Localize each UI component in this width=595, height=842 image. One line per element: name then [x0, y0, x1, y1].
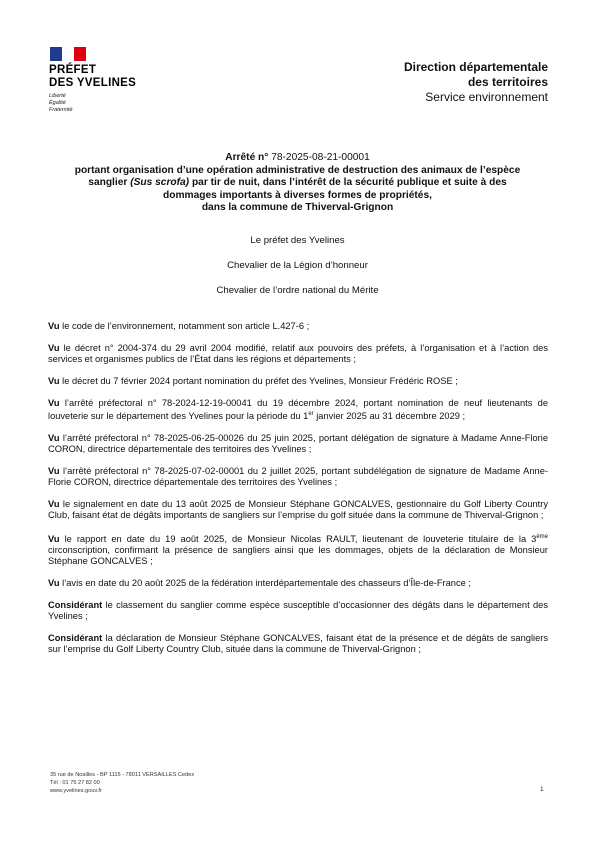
french-flag-icon: [50, 47, 86, 61]
visa-paragraph: [48, 578, 548, 589]
motto-egalite: Égalité: [49, 100, 66, 106]
visa-text: le code de l’environnement, notamment son article L.427-6 ;: [59, 321, 310, 331]
arrete-number: [40, 152, 555, 165]
page-number: 1: [540, 786, 544, 793]
direction-line1: Direction départementale: [403, 60, 548, 74]
considerant-lead: Considérant: [48, 599, 103, 610]
visa-superscript: ème: [536, 533, 548, 540]
visa-text: l’avis en date du 20 août 2025 de la fédération interdépartementale des chasseurs d’Île-de-France ;: [59, 577, 471, 588]
considerant-text: la déclaration de Monsieur Stéphane GONCALVES, faisant état de la présence et de dégâts de sangliers sur l’emprise du Golf Liberty Country Club, située dans la commune de Thiverval-Grignon ;: [48, 632, 548, 654]
visa-text: le rapport en date du 19 août 2025, de Monsieur Nicolas RAULT, lieutenant de louveterie titulaire de la 3: [59, 533, 537, 544]
subject-line-4: dans la commune de Thiverval-Grignon: [201, 202, 394, 213]
issuing-department: [404, 60, 548, 105]
visas-section: [48, 321, 548, 666]
arrete-label: Arrêté n°: [225, 152, 269, 163]
considerant-paragraph: [48, 600, 548, 622]
formula-ordre-merite: Chevalier de l’ordre national du Mérite: [216, 285, 379, 296]
visa-lead: Vu: [48, 342, 60, 353]
visa-lead: Vu: [48, 321, 60, 331]
subject-line-2-text: par tir de nuit, dans l’intérêt de la sécurité publique et suite à des: [191, 177, 507, 188]
visa-paragraph: [48, 398, 548, 423]
visa-text: le signalement en date du 13 août 2025 de Monsieur Stéphane GONCALVES, gestionnaire du Golf Liberty Country Club, faisant état de dégâts importants de sangliers sur l’emprise du golf située dans la commune de Thiverval-Grignon ;: [48, 498, 548, 520]
visa-paragraph: [48, 466, 548, 488]
direction-line2: des territoires: [467, 75, 548, 89]
service-name: Service environnement: [425, 90, 548, 104]
subject-line-1: portant organisation d’une opération administrative de destruction des animaux de l’espèce: [74, 164, 521, 176]
logo-line2: DES YVELINES: [49, 77, 137, 89]
visa-lead: Vu: [48, 465, 60, 476]
subject-species: sanglier: [88, 177, 128, 188]
visa-lead: Vu: [48, 498, 60, 509]
visa-text: le décret n° 2004-374 du 29 avril 2004 modifié, relatif aux pouvoirs des préfets, à l’organisation et à l’action des services et organismes publics de l’État dans les régions et départements ;: [48, 342, 548, 364]
visa-paragraph: [48, 532, 548, 568]
republic-motto: [49, 93, 136, 114]
footer-website[interactable]: www.yvelines.gouv.fr: [50, 788, 102, 794]
visa-text: l’arrêté préfectoral n° 78-2025-06-25-00026 du 25 juin 2025, portant délégation de signature à Madame Anne-Florie CORON, directrice départementale des territoires des Yvelines ;: [48, 432, 548, 454]
visa-paragraph: [48, 343, 548, 365]
visa-paragraph: [48, 433, 548, 455]
subject-line-2: [40, 177, 555, 190]
arrete-number-value: 78-2025-08-21-00001: [271, 152, 370, 163]
formula-prefet: Le préfet des Yvelines: [250, 235, 345, 246]
arrete-heading: [40, 152, 555, 215]
logo-title: [49, 64, 136, 90]
visa-lead: Vu: [48, 533, 60, 544]
considerant-text: le classement du sanglier comme espèce susceptible d’occasionner des dégâts dans le département des Yvelines ;: [48, 599, 548, 621]
footer-address: 35 rue de Noailles - BP 1115 - 78011 VERSAILLES Cedex: [50, 772, 195, 778]
visa-text-end: circonscription, confirmant la présence de sangliers ainsi que les dommages, objets de la déclaration de Monsieur Stéphane GONCALVES ;: [48, 544, 548, 567]
considerant-paragraph: [48, 633, 548, 655]
visa-text: le décret du 7 février 2024 portant nomination du préfet des Yvelines, Monsieur Frédéric ROSE ;: [59, 375, 458, 386]
considerant-lead: Considérant: [48, 632, 103, 643]
footer-phone: Tél : 01 75 27 82 00: [50, 780, 100, 786]
visa-lead: Vu: [48, 577, 60, 588]
subject-latin-name: (Sus scrofa): [130, 177, 190, 188]
visa-paragraph: [48, 376, 548, 387]
motto-liberte: Liberté: [49, 93, 66, 99]
page-footer: [50, 771, 194, 795]
prefecture-logo: [49, 47, 136, 114]
logo-line1: PRÉFET: [49, 64, 97, 76]
subject-line-3: dommages importants à diverses formes de propriétés,: [163, 189, 432, 201]
visa-paragraph: [48, 321, 548, 332]
visa-text: l’arrêté préfectoral n° 78-2024-12-19-00041 du 19 décembre 2024, portant nomination de neuf lieutenants de louveterie sur le département des Yvelines pour la période du 1: [48, 397, 548, 421]
visa-text: l’arrêté préfectoral n° 78-2025-07-02-00001 du 2 juillet 2025, portant subdélégation de signature de Madame Anne-Florie CORON, directrice départementale des territoires des Yvelines ;: [48, 465, 548, 487]
visa-superscript: er: [308, 410, 314, 417]
visa-lead: Vu: [48, 375, 60, 386]
formula-legion-honneur: Chevalier de la Légion d’honneur: [227, 260, 368, 271]
motto-fraternite: Fraternité: [49, 107, 73, 113]
visa-lead: Vu: [48, 432, 60, 443]
visa-lead: Vu: [48, 397, 60, 408]
arrete-subject: [40, 165, 555, 215]
visa-paragraph: [48, 499, 548, 521]
visa-text-end: janvier 2025 au 31 décembre 2029 ;: [313, 410, 466, 421]
